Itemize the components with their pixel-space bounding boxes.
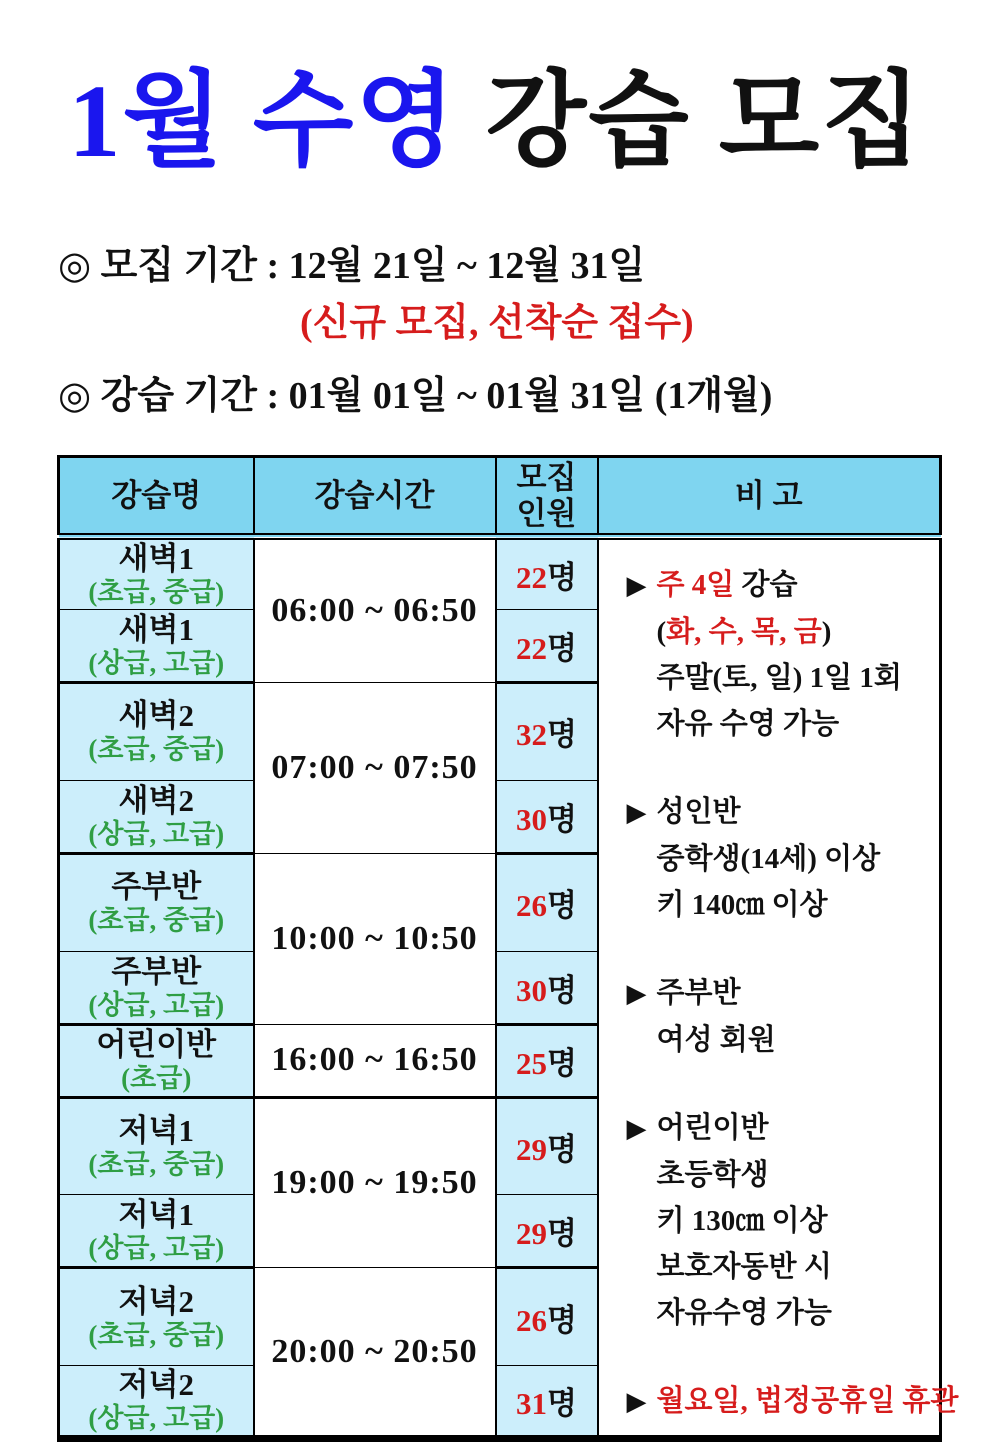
header-row [59, 457, 941, 537]
header-class-name: 강습명 [59, 457, 254, 537]
capacity-cell: 29명 [496, 1195, 598, 1268]
class-time-cell: 20:00 ~ 20:50 [254, 1268, 496, 1439]
bullet-arrow-icon: ▶ [626, 798, 647, 827]
class-name-cell: 새벽2 (초급, 중급) [59, 683, 254, 781]
recruit-info [58, 238, 992, 425]
class-name-cell: 주부반 (초급, 중급) [59, 853, 254, 951]
capacity-cell: 22명 [496, 610, 598, 683]
note-group-adult: ▶ 성인반 중학생(14세) 이상 키 140㎝ 이상 [627, 789, 930, 928]
class-name-cell: 새벽2 (상급, 고급) [59, 780, 254, 853]
capacity-cell: 25명 [496, 1024, 598, 1097]
bullet-arrow-icon: ▶ [626, 1114, 647, 1143]
title-month: 1월 수영 [68, 64, 458, 179]
header-capacity: 모집 인원 [496, 457, 598, 537]
note-group-closed: ▶ 월요일, 법정공휴일 휴관 [627, 1378, 930, 1425]
capacity-cell: 31명 [496, 1366, 598, 1439]
class-time-cell: 06:00 ~ 06:50 [254, 537, 496, 683]
recruit-period-line: ◎ 모집 기간 : 12월 21일 ~ 12월 31일 [58, 245, 646, 287]
bullet-arrow-icon: ▶ [626, 1387, 647, 1416]
bullet-arrow-icon: ▶ [626, 571, 647, 600]
page-title [0, 0, 992, 202]
class-name-cell: 저녁2 (상급, 고급) [59, 1366, 254, 1439]
class-name-cell: 새벽1 (상급, 고급) [59, 610, 254, 683]
header-remarks: 비 고 [598, 457, 941, 537]
remarks-cell [598, 537, 959, 1439]
note-group-children: ▶ 어린이반 초등학생 키 130㎝ 이상 보호자동반 시 자유수영 가능 [627, 1105, 930, 1336]
recruit-note-line: (신규 모집, 선착순 접수) [300, 302, 694, 344]
table-row [59, 537, 941, 610]
header-class-time: 강습시간 [254, 457, 496, 537]
capacity-cell: 30명 [496, 951, 598, 1024]
class-name-cell: 저녁2 (초급, 중급) [59, 1268, 254, 1366]
schedule-table [57, 455, 959, 1442]
bullet-arrow-icon: ▶ [626, 979, 647, 1008]
note-group-schedule: ▶ 주 4일 강습 (화, 수, 목, 금) 주말(토, 일) 1일 1회 자유 수영 가능 [627, 562, 930, 747]
class-time-cell: 07:00 ~ 07:50 [254, 683, 496, 854]
class-name-cell: 저녁1 (상급, 고급) [59, 1195, 254, 1268]
title-rest: 강습 모집 [457, 64, 924, 179]
capacity-cell: 26명 [496, 853, 598, 951]
class-time-cell: 16:00 ~ 16:50 [254, 1024, 496, 1097]
capacity-cell: 30명 [496, 780, 598, 853]
capacity-cell: 32명 [496, 683, 598, 781]
class-time-cell: 19:00 ~ 19:50 [254, 1097, 496, 1268]
class-name-cell: 주부반 (상급, 고급) [59, 951, 254, 1024]
capacity-cell: 29명 [496, 1097, 598, 1195]
class-name-cell: 저녁1 (초급, 중급) [59, 1097, 254, 1195]
capacity-cell: 26명 [496, 1268, 598, 1366]
lesson-period-line: ◎ 강습 기간 : 01월 01일 ~ 01월 31일 (1개월) [58, 375, 773, 417]
capacity-cell: 22명 [496, 537, 598, 610]
class-time-cell: 10:00 ~ 10:50 [254, 853, 496, 1024]
note-group-housewife: ▶ 주부반 여성 회원 [627, 970, 930, 1063]
class-name-cell: 어린이반 (초급) [59, 1024, 254, 1097]
class-name-cell: 새벽1 (초급, 중급) [59, 537, 254, 610]
